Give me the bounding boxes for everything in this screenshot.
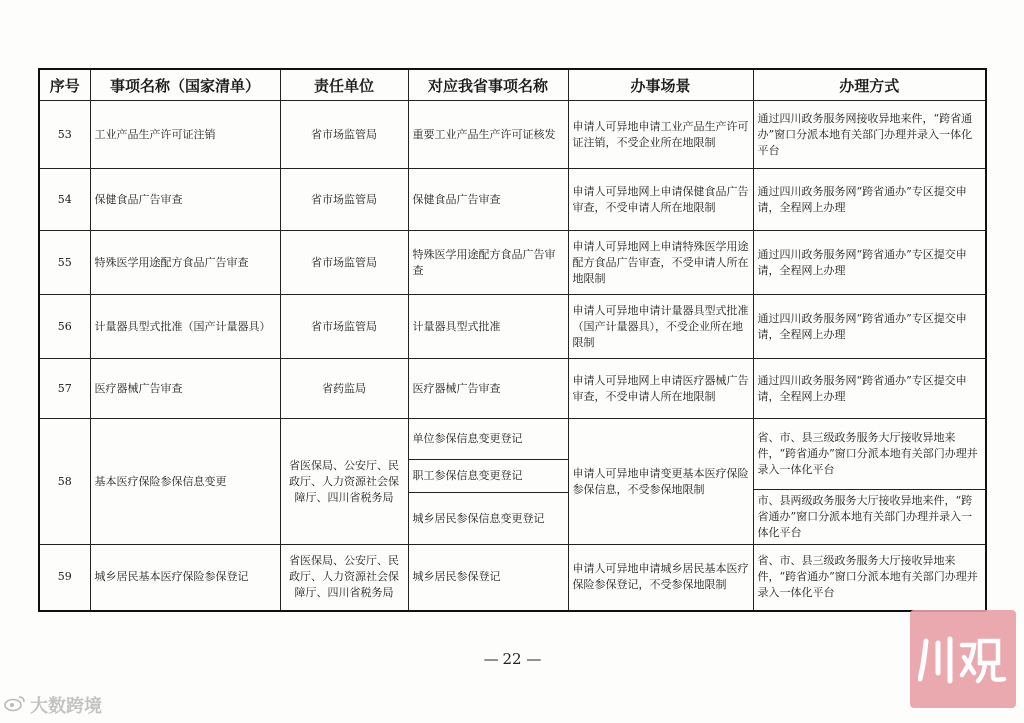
- table-row: [39, 295, 986, 359]
- table-row: [39, 231, 986, 295]
- table-row: [39, 419, 986, 545]
- watermark-left: [4, 692, 102, 718]
- row-scene: 申请人可异地网上申请特殊医学用途配方食品广告审查，不受申请人所在地限制: [568, 231, 753, 295]
- header-method: 办理方式: [753, 69, 986, 101]
- row-unit: 省市场监管局: [280, 295, 408, 359]
- footer-dash-left: —: [483, 650, 498, 668]
- row-unit: 省医保局、公安厅、民政厅、人力资源社会保障厅、四川省税务局: [280, 419, 408, 545]
- matters-table: [38, 68, 987, 612]
- row-scene: 申请人可异地网上申请保健食品广告审查，不受申请人所在地限制: [568, 169, 753, 231]
- watermark-text: 大数跨境: [30, 696, 102, 717]
- row-method: 通过四川政务服务网“跨省通办”专区提交申请，全程网上办理: [753, 359, 986, 419]
- footer-dash-right: —: [526, 650, 541, 668]
- header-name: 事项名称（国家清单）: [90, 69, 280, 101]
- table-header-row: [39, 69, 986, 101]
- row-province: 特殊医学用途配方食品广告审查: [408, 231, 568, 295]
- method-subitem: 市、县两级政务服务大厅接收异地来件，“跨省通办”窗口分派本地有关部门办理并录入一体化平台: [754, 489, 986, 544]
- header-unit: 责任单位: [280, 69, 408, 101]
- row-num: 59: [39, 545, 90, 611]
- chuanguan-logo: [910, 610, 1016, 708]
- row-unit: 省市场监管局: [280, 231, 408, 295]
- row-unit: 省市场监管局: [280, 101, 408, 169]
- row-province: 计量器具型式批准: [408, 295, 568, 359]
- row-method: 省、市、县三级政务服务大厅接收异地来件，“跨省通办”窗口分派本地有关部门办理并录入一体化平台: [753, 545, 986, 611]
- header-province: 对应我省事项名称: [408, 69, 568, 101]
- row-method-group: [753, 419, 986, 545]
- row-num: 57: [39, 359, 90, 419]
- row-scene: 申请人可异地申请城乡居民基本医疗保险参保登记，不受参保地限制: [568, 545, 753, 611]
- row-method: 通过四川政务服务网“跨省通办”专区提交申请，全程网上办理: [753, 295, 986, 359]
- table-row: [39, 169, 986, 231]
- province-subitem: 城乡居民参保信息变更登记: [409, 492, 568, 544]
- row-name: 城乡居民基本医疗保险参保登记: [90, 545, 280, 611]
- province-subitem: 职工参保信息变更登记: [409, 459, 568, 492]
- row-unit: 省市场监管局: [280, 169, 408, 231]
- header-num: 序号: [39, 69, 90, 101]
- row-num: 58: [39, 419, 90, 545]
- row-name: 保健食品广告审查: [90, 169, 280, 231]
- row-name: 特殊医学用途配方食品广告审查: [90, 231, 280, 295]
- row-num: 53: [39, 101, 90, 169]
- page-number: 22: [502, 650, 522, 668]
- row-province-group: [408, 419, 568, 545]
- row-method: 通过四川政务服务网“跨省通办”专区提交申请，全程网上办理: [753, 169, 986, 231]
- page-footer: [0, 650, 1024, 668]
- row-unit: 省药监局: [280, 359, 408, 419]
- row-name: 工业产品生产许可证注销: [90, 101, 280, 169]
- row-scene: 申请人可异地申请工业产品生产许可证注销，不受企业所在地限制: [568, 101, 753, 169]
- row-scene: 申请人可异地申请计量器具型式批准（国产计量器具），不受企业所在地限制: [568, 295, 753, 359]
- header-scene: 办事场景: [568, 69, 753, 101]
- chuanguan-logo-mark: [918, 629, 1008, 689]
- row-num: 55: [39, 231, 90, 295]
- table-row: [39, 101, 986, 169]
- row-province: 保健食品广告审查: [408, 169, 568, 231]
- weibo-like-icon: [4, 694, 26, 716]
- method-subitem: 省、市、县三级政务服务大厅接收异地来件，“跨省通办”窗口分派本地有关部门办理并录入一体化平台: [757, 431, 978, 476]
- province-subitem: 单位参保信息变更登记: [412, 432, 523, 445]
- table-row: [39, 545, 986, 611]
- row-unit: 省医保局、公安厅、民政厅、人力资源社会保障厅、四川省税务局: [280, 545, 408, 611]
- row-num: 56: [39, 295, 90, 359]
- row-province: 重要工业产品生产许可证核发: [408, 101, 568, 169]
- row-province: 城乡居民参保登记: [408, 545, 568, 611]
- row-province: 医疗器械广告审查: [408, 359, 568, 419]
- row-name: 基本医疗保险参保信息变更: [90, 419, 280, 545]
- row-name: 医疗器械广告审查: [90, 359, 280, 419]
- row-scene: 申请人可异地网上申请医疗器械广告审查，不受申请人所在地限制: [568, 359, 753, 419]
- row-name: 计量器具型式批准（国产计量器具）: [90, 295, 280, 359]
- row-method: 通过四川政务服务网“跨省通办”专区提交申请，全程网上办理: [753, 231, 986, 295]
- row-scene: 申请人可异地申请变更基本医疗保险参保信息，不受参保地限制: [568, 419, 753, 545]
- row-num: 54: [39, 169, 90, 231]
- row-method: 通过四川政务服务网接收异地来件，“跨省通办”窗口分派本地有关部门办理并录入一体化平台: [753, 101, 986, 169]
- table-row: [39, 359, 986, 419]
